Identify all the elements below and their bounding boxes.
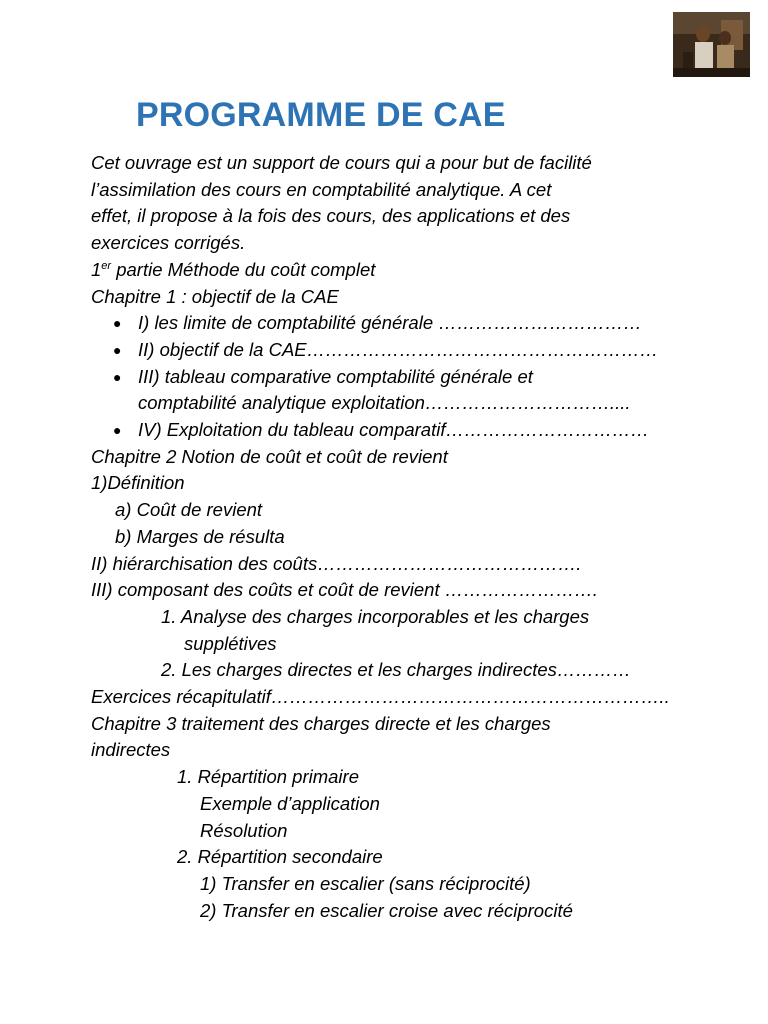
chapter-3-title: Chapitre 3 traitement des charges directe et les charges (91, 712, 551, 734)
chapter-1-title: Chapitre 1 : objectif de la CAE (91, 285, 339, 307)
intro-line: l’assimilation des cours en comptabilité analytique. A cet (91, 178, 552, 200)
sub-item-a: a) Coût de revient (115, 499, 263, 521)
numbered-item-1 (91, 604, 691, 657)
intro-line: effet, il propose à la fois des cours, des applications et des (91, 205, 571, 227)
partie-superscript: er (101, 259, 112, 272)
chapter-1-item: ● IV) Exploitation du tableau comparatif…………………………… (91, 417, 691, 444)
numbered-item-2: 2. Les charges directes et les charges indirectes………… (161, 659, 631, 681)
partie-text: partie Méthode du coût complet (111, 258, 376, 280)
chapter-1-item (91, 364, 691, 417)
exercices-line: Exercices récapitulatif……………………………………………………….. (91, 686, 670, 708)
chapter-1-item: ● I) les limite de comptabilité générale …………………………… (91, 310, 691, 337)
chapter-2-title: Chapitre 2 Notion de coût et coût de revient (91, 445, 448, 467)
numbered-item-line: supplétives (184, 632, 277, 654)
chapter-1-item: ● II) objectif de la CAE………………………………………………… (91, 337, 691, 364)
composant-line: III) composant des coûts et coût de revient ……………………. (91, 579, 598, 601)
exemple-application: Exemple d’application (200, 792, 380, 814)
corner-photo (673, 12, 750, 77)
document-body (91, 150, 691, 924)
repartition-secondaire: 2. Répartition secondaire (177, 846, 383, 868)
numbered-item-line: 1. Analyse des charges incorporables et les charges (161, 605, 590, 627)
intro-line: exercices corrigés. (91, 232, 246, 254)
sub-item-b: b) Marges de résulta (115, 525, 285, 547)
transfer-avec-reciprocite: 2) Transfer en escalier croise avec réciprocité (200, 899, 573, 921)
intro-line: Cet ouvrage est un support de cours qui a pour but de facilité (91, 152, 592, 173)
chapter-3-title-cont: indirectes (91, 739, 171, 761)
page-title: PROGRAMME DE CAE (136, 96, 506, 134)
definition-heading: 1)Définition (91, 472, 185, 494)
resolution: Résolution (200, 819, 288, 841)
hierarchisation-line: II) hiérarchisation des coûts……………………………………. (91, 552, 582, 574)
chapter-1-item-line: comptabilité analytique exploitation………………………….... (138, 392, 631, 414)
partie-number: 1 (91, 258, 102, 280)
chapter-1-item-line: ● III) tableau comparative comptabilité générale et (138, 365, 533, 387)
transfer-sans-reciprocite: 1) Transfer en escalier (sans réciprocité) (200, 872, 531, 894)
repartition-primaire: 1. Répartition primaire (177, 766, 359, 788)
partie-heading (91, 257, 691, 284)
